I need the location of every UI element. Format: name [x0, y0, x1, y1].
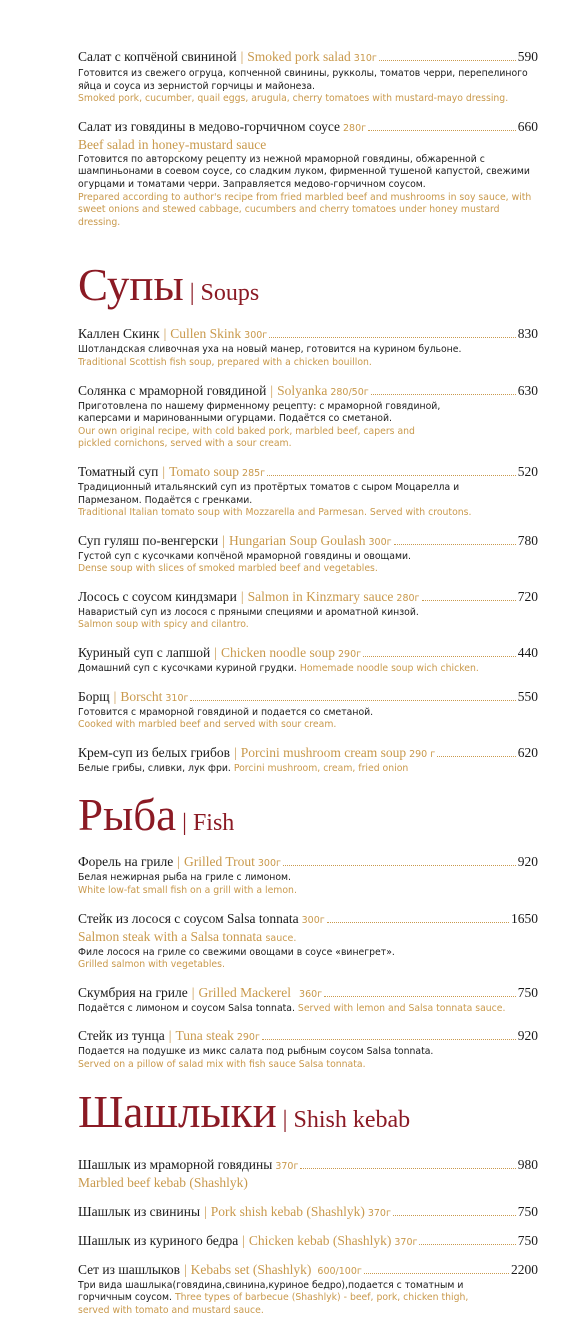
dot-leader: [419, 1244, 515, 1245]
divider-bar: |: [204, 1203, 207, 1219]
dot-leader: [324, 996, 516, 997]
menu-item: [78, 1261, 538, 1317]
item-name-ru: Шашлык из куриного бедра: [78, 1232, 239, 1248]
item-price: 980: [517, 1156, 538, 1172]
section-title-kebab: [78, 1086, 538, 1136]
item-desc-en: Smoked pork, cucumber, quail eggs, arugula, cherry tomatoes with mustard-mayo dressing.: [78, 93, 509, 105]
item-name-ru: Стейк из тунца: [78, 1028, 165, 1044]
dot-leader: [422, 600, 516, 601]
item-desc-en: Traditional Italian tomato soup with Mozzarella and Parmesan. Served with croutons.: [78, 507, 472, 519]
section-title-en: Fish: [192, 810, 235, 837]
item-name-en: Kebabs set (Shashlyk): [190, 1261, 312, 1277]
item-price: 780: [517, 532, 538, 548]
dot-leader: [300, 1168, 515, 1169]
menu-page: [78, 44, 538, 1317]
item-name-en-suffix: sauce.: [265, 932, 297, 944]
section-title-divider: |: [182, 810, 187, 837]
item-desc-en: Traditional Scottish fish soup, prepared with a chicken bouillon.: [78, 356, 372, 368]
divider-bar: |: [240, 49, 244, 64]
item-name-en: Tuna steak: [175, 1028, 234, 1044]
item-name-en: Pork shish kebab (Shashlyk): [210, 1203, 365, 1219]
divider-bar: |: [162, 463, 166, 479]
dot-leader: [269, 337, 515, 338]
section-title-en: Soups: [200, 280, 260, 307]
menu-item: [78, 984, 538, 1016]
dot-leader: [363, 656, 516, 657]
menu-item: [78, 644, 538, 676]
dot-leader: [267, 475, 516, 476]
divider-bar: |: [168, 1028, 172, 1044]
dot-leader: [393, 1215, 516, 1216]
item-name-ru: Куриный суп с лапшой: [78, 645, 211, 661]
item-desc-ru: Подается на подушке из микс салата под рыбным соусом Salsa tonnata.: [78, 1046, 434, 1058]
item-name-en: Salmon in Kinzmary sauce: [247, 588, 394, 604]
item-header-row: [78, 744, 538, 763]
item-name-ru: Крем-суп из белых грибов: [78, 744, 231, 760]
item-desc-ru: Готовится с мраморной говядиной и подается со сметаной.: [78, 706, 374, 718]
item-header-row: [78, 382, 538, 401]
item-header-row: [78, 1261, 538, 1280]
section-title-divider: |: [189, 280, 195, 307]
item-desc-ru: Готовится по авторскому рецепту из нежной мраморной говядины, обжаренной с шампиньонами в соевом соусе, со сладким луком, фирменной тушеной капустой, свежими огурцами и томатами черри. Заправляется медово-горчичном соусом.: [78, 153, 530, 190]
dot-leader: [368, 130, 516, 131]
menu-item: [78, 325, 538, 369]
item-desc-en: Dense soup with slices of smoked marbled beef and vegetables.: [78, 563, 378, 575]
item-desc-ru: Домашний суп с кусочками куриной грудки.: [78, 663, 297, 675]
section-title-fish: [78, 789, 538, 839]
item-weight: 300г: [257, 858, 281, 870]
menu-item: [78, 1156, 538, 1191]
item-desc-en: Served on a pillow of salad mix with fish sauce Salsa tonnata.: [78, 1059, 366, 1070]
menu-item: [78, 1203, 538, 1222]
item-name-ru: Солянка с мраморной говядиной: [78, 382, 267, 398]
item-name-ru: Лосось с соусом киндзмари: [78, 588, 237, 604]
item-name-en: Cullen Skink: [170, 326, 242, 342]
dot-leader: [379, 60, 516, 61]
item-weight: 290 г: [409, 748, 436, 760]
item-name-en: Chicken kebab (Shashlyk): [248, 1232, 392, 1248]
item-weight: 300г: [301, 914, 325, 926]
item-price: 520: [517, 463, 538, 479]
item-desc-en: Three types of barbecue (Shashlyk) - beef, pork, chicken thigh, served with tomato and mustard sauce.: [78, 1292, 469, 1316]
item-price: 920: [517, 1028, 538, 1044]
menu-item: [78, 532, 538, 576]
item-desc-ru: Подаётся с лимоном и соусом Salsa tonnata.: [78, 1002, 295, 1014]
item-desc-ru: Шотландская сливочная уха на новый манер, готовится на курином бульоне.: [78, 344, 462, 356]
section-title-ru: Рыба: [78, 790, 177, 841]
item-name-ru: Форель на гриле: [78, 854, 174, 870]
item-desc-combined: [78, 1003, 538, 1016]
divider-bar: |: [183, 1261, 187, 1277]
item-desc-ru: Готовится из свежего огруца, копченной свинины, рукколы, томатов черри, перепелиного яйца и соуса из зернистой горчицы и майонеза.: [78, 68, 528, 92]
item-name-en: Chicken noodle soup: [221, 645, 335, 661]
item-price: 750: [517, 1203, 538, 1219]
menu-item: [78, 1027, 538, 1071]
item-name-en: Grilled Mackerel: [198, 984, 292, 1000]
item-name-ru: Каллен Скинк: [78, 326, 160, 342]
section-title-divider: |: [282, 1106, 288, 1133]
item-weight: 370г: [367, 1207, 391, 1219]
divider-bar: |: [214, 645, 217, 661]
menu-item: [78, 910, 538, 972]
divider-bar: |: [270, 382, 274, 398]
dot-leader: [190, 700, 515, 701]
item-name-ru: Стейк из лосося с соусом Salsa tonnata: [78, 910, 299, 926]
soups-list: [78, 325, 538, 775]
item-desc-en: Porcini mushroom, cream, fried onion: [233, 762, 409, 774]
item-weight: 600/100г: [317, 1265, 362, 1277]
item-weight: 310г: [165, 692, 189, 704]
item-price: 620: [517, 744, 538, 760]
item-header-row: [78, 118, 538, 137]
section-title-ru: Шашлыки: [78, 1086, 277, 1137]
item-name-ru: Суп гуляш по-венгерски: [78, 532, 219, 548]
item-desc-ru: Густой суп с кусочками копчёной мраморной говядины и овощами.: [78, 550, 411, 562]
item-name-en: Tomato soup: [169, 463, 240, 479]
dot-leader: [283, 865, 516, 866]
item-desc-en: Our own original recipe, with cold baked pork, marbled beef, capers and pickled cornichons, served with a sour cream.: [78, 425, 415, 450]
menu-item: [78, 853, 538, 897]
item-weight: 280г: [343, 122, 367, 134]
kebab-list: [78, 1156, 538, 1317]
item-weight: 300г: [368, 536, 392, 548]
item-name-ru: Салат с копчёной свининой: [78, 49, 237, 64]
menu-item: [78, 382, 538, 451]
item-header-row: [78, 1027, 538, 1046]
item-price: 720: [517, 588, 538, 604]
item-desc-combined: [78, 763, 538, 776]
item-price: 550: [517, 688, 538, 704]
item-name-en: Borscht: [120, 688, 163, 704]
menu-item: [78, 744, 538, 776]
item-weight: 280г: [396, 592, 420, 604]
item-desc-ru: Традиционный итальянский суп из протёртых томатов с сыром Моцарелла и Пармезаном. Подаётся с гренками.: [78, 481, 460, 506]
dot-leader: [437, 756, 516, 757]
item-name-en: Salmon steak with a Salsa tonnata: [78, 928, 263, 944]
item-price: 750: [517, 984, 538, 1000]
item-desc-ru: Белая нежирная рыба на гриле с лимоном.: [78, 872, 292, 884]
item-desc-ru: Наваристый суп из лосося с пряными специями и ароматной кинзой.: [78, 606, 419, 618]
section-title-ru: Супы: [78, 260, 184, 311]
item-desc-ru: Приготовлена по нашему фирменному рецепту: с мраморной говядиной, каперсами и маринованными огурцами. Подаётся со сметаной.: [78, 400, 441, 425]
dot-leader: [364, 1273, 509, 1274]
item-name-en: Hungarian Soup Goulash: [229, 532, 366, 548]
item-price: 660: [517, 118, 538, 134]
item-desc-ru: Белые грибы, сливки, лук фри.: [78, 762, 231, 774]
item-desc-combined: [78, 663, 538, 676]
item-name-ru: Томатный суп: [78, 463, 159, 479]
item-price: 920: [517, 854, 538, 870]
item-name-en-row: [78, 929, 538, 947]
item-name-en: Beef salad in honey-mustard sauce: [78, 136, 267, 152]
menu-item: [78, 463, 538, 520]
item-price: 630: [517, 382, 538, 398]
dot-leader: [394, 544, 516, 545]
item-weight: 290г: [338, 649, 362, 661]
dot-leader: [327, 922, 509, 923]
divider-bar: |: [113, 688, 117, 704]
item-name-en: Porcini mushroom cream soup: [240, 744, 407, 760]
item-desc-ru: Три вида шашлыка(говядина,свинина,куриное бедро),подается с томатным и горчичным соусом.: [78, 1279, 464, 1304]
divider-bar: |: [242, 1232, 245, 1248]
section-title-soups: [78, 259, 538, 309]
item-weight: 285г: [242, 467, 266, 479]
item-name-ru: Шашлык из мраморной говядины: [78, 1156, 273, 1172]
item-price: 1650: [511, 910, 538, 926]
menu-item-beef-salad: [78, 118, 538, 230]
item-header-row: [78, 325, 538, 344]
item-header-row: [78, 1232, 538, 1251]
item-weight: 300г: [244, 330, 268, 342]
item-weight: 310г: [353, 53, 377, 64]
item-name-ru: Борщ: [78, 688, 110, 704]
item-header-row: [78, 463, 538, 482]
item-desc-en: Cooked with marbled beef and served with sour cream.: [78, 719, 337, 731]
item-header-row: [78, 688, 538, 707]
item-header-row: [78, 1156, 538, 1175]
item-price: 2200: [511, 1261, 538, 1277]
menu-item: [78, 688, 538, 732]
item-header-row: [78, 1203, 538, 1222]
dot-leader: [262, 1039, 516, 1040]
item-desc-ru: Филе лосося на гриле со свежими овощами в соусе «винегрет».: [78, 946, 395, 958]
item-weight: 370г: [394, 1236, 418, 1248]
section-title-en: Shish kebab: [293, 1106, 411, 1133]
item-name-en: Solyanka: [277, 382, 328, 398]
item-desc-en: White low-fat small fish on a grill with a lemon.: [78, 885, 297, 897]
item-weight: 280/50г: [330, 386, 369, 398]
divider-bar: |: [222, 532, 225, 548]
divider-bar: |: [240, 588, 244, 604]
item-price: 830: [517, 326, 538, 342]
item-header-row: [78, 853, 538, 872]
item-name-ru: Скумбрия на гриле: [78, 984, 188, 1000]
item-name-ru: Шашлык из свинины: [78, 1203, 201, 1219]
item-name-ru: Салат из говядины в медово-горчичном соусе: [78, 118, 341, 134]
item-name-en: Grilled Trout: [183, 854, 255, 870]
item-desc-en: Salmon soup with spicy and cilantro.: [78, 619, 249, 631]
item-name-ru: Сет из шашлыков: [78, 1261, 180, 1277]
item-header-row: [78, 984, 538, 1003]
menu-item-smoked-pork-salad: [78, 48, 538, 106]
item-header-row: [78, 910, 538, 929]
divider-bar: |: [191, 984, 195, 1000]
item-desc-en: Homemade noodle soup wich chicken.: [299, 663, 479, 675]
item-desc-combined: [78, 1280, 498, 1317]
item-price: 750: [517, 1232, 538, 1248]
menu-item: [78, 1232, 538, 1251]
item-weight: 360г: [299, 988, 323, 1000]
dot-leader: [371, 394, 516, 395]
item-header-row: [78, 588, 538, 607]
item-weight: 370г: [275, 1160, 299, 1172]
item-header-row: [78, 644, 538, 663]
item-desc-en: Prepared according to author's recipe from fried marbled beef and mushrooms in soy sauce, with sweet onions and stewed cabbage, cucumbers and cherry tomatoes under honey mustard dressing.: [78, 191, 532, 228]
item-weight: 290г: [236, 1032, 260, 1044]
item-name-en: Marbled beef kebab (Shashlyk): [78, 1174, 248, 1190]
item-desc-en: Grilled salmon with vegetables.: [78, 959, 225, 971]
fish-list: [78, 853, 538, 1071]
divider-bar: |: [163, 326, 167, 342]
item-desc-en: Served with lemon and Salsa tonnata sauce.: [297, 1002, 506, 1014]
divider-bar: |: [177, 854, 180, 870]
menu-item: [78, 588, 538, 632]
item-name-en: Smoked pork salad: [247, 49, 351, 64]
item-price: 440: [517, 645, 538, 661]
item-price: 590: [517, 49, 538, 64]
divider-bar: |: [234, 744, 237, 760]
item-header-row: [78, 532, 538, 551]
item-header-row: [78, 48, 538, 67]
